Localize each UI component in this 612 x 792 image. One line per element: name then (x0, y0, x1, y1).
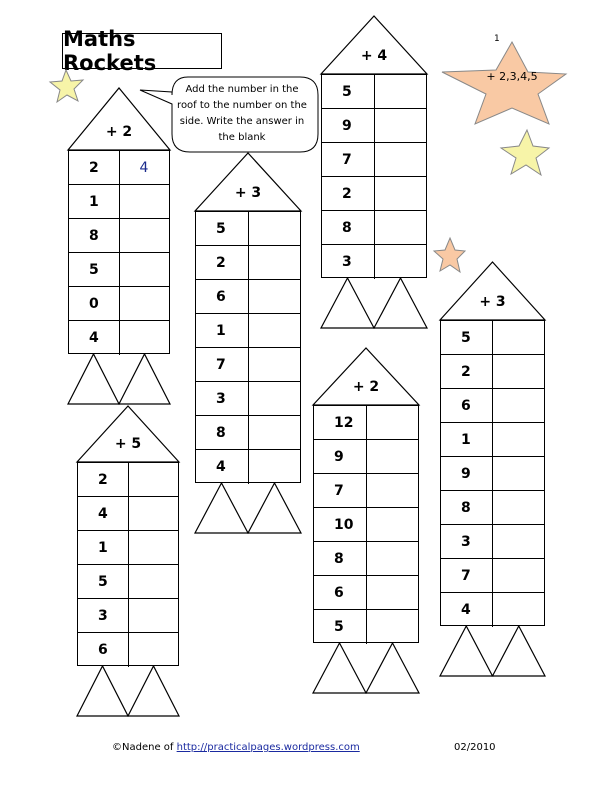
side-number: 9 (322, 109, 375, 142)
side-number: 5 (69, 253, 120, 286)
side-number: 8 (322, 211, 375, 244)
side-number: 5 (322, 75, 375, 108)
rocket (195, 153, 301, 533)
page-number: 1 (494, 34, 500, 44)
answer-blank[interactable] (375, 211, 427, 244)
footer-credit (112, 742, 360, 753)
rocket-row (441, 355, 544, 389)
side-number: 3 (322, 245, 375, 279)
side-number: 4 (69, 321, 120, 355)
rocket-roof-label: + 4 (360, 48, 388, 64)
answer-blank[interactable] (249, 314, 301, 347)
answer-blank[interactable] (367, 440, 419, 473)
rocket-roof (313, 348, 419, 405)
side-number: 5 (441, 321, 493, 354)
answer-blank[interactable] (375, 245, 427, 279)
rocket-grid (195, 211, 301, 483)
side-number: 2 (69, 151, 120, 184)
rocket-row (69, 287, 169, 321)
rocket-fin-right (493, 626, 546, 676)
rocket-row (69, 185, 169, 219)
rocket-roof-label: + 2 (105, 124, 133, 140)
rocket-row (441, 423, 544, 457)
rocket-fin-left (195, 483, 248, 533)
rocket-roof (68, 88, 170, 150)
side-number: 3 (78, 599, 129, 632)
answer-blank[interactable] (493, 559, 544, 592)
rocket (313, 348, 419, 693)
side-number: 4 (196, 450, 249, 484)
rocket-row (314, 610, 418, 644)
website-link[interactable]: http://practicalpages.wordpress.com (176, 742, 360, 753)
rocket-row (441, 491, 544, 525)
side-number: 1 (441, 423, 493, 456)
credit-text: ©Nadene of (112, 742, 174, 753)
answer-blank[interactable] (129, 633, 179, 667)
rocket-roof-label: + 3 (234, 185, 262, 201)
side-number: 7 (196, 348, 249, 381)
rocket-row (78, 497, 178, 531)
rocket-row (69, 219, 169, 253)
rocket-fin-left (68, 354, 119, 404)
rocket-row (314, 542, 418, 576)
rocket (440, 262, 545, 676)
answer-blank[interactable] (493, 593, 544, 627)
rocket-row (196, 246, 300, 280)
rocket-row (69, 321, 169, 355)
side-number: 4 (78, 497, 129, 530)
answer-blank[interactable] (493, 389, 544, 422)
side-number: 6 (314, 576, 367, 609)
answer-blank[interactable] (249, 450, 301, 484)
rocket (68, 88, 170, 404)
side-number: 2 (441, 355, 493, 388)
rocket-row (322, 75, 426, 109)
rocket-grid (313, 405, 419, 643)
answer-blank[interactable] (249, 280, 301, 313)
side-number: 1 (69, 185, 120, 218)
answer-blank[interactable] (367, 406, 419, 439)
answer-blank[interactable] (120, 321, 170, 355)
rocket-fin-right (119, 354, 170, 404)
answer-blank[interactable] (129, 565, 179, 598)
answer-blank[interactable] (375, 143, 427, 176)
rocket (77, 406, 179, 716)
answer-blank[interactable] (120, 253, 170, 286)
rocket-row (322, 211, 426, 245)
side-number: 3 (196, 382, 249, 415)
instructions-text: Add the number in the roof to the number on the side. Write the answer in the blank (177, 84, 307, 143)
footer-date: 02/2010 (454, 742, 496, 753)
side-number: 8 (196, 416, 249, 449)
rocket-fin-right (374, 278, 427, 328)
rocket-roof (321, 16, 427, 74)
rocket-fin-left (313, 643, 366, 693)
rocket-fin-left (77, 666, 128, 716)
side-number: 8 (314, 542, 367, 575)
side-number: 4 (441, 593, 493, 627)
side-number: 5 (314, 610, 367, 644)
answer-blank[interactable] (249, 382, 301, 415)
rocket-row (196, 212, 300, 246)
side-number: 8 (69, 219, 120, 252)
rocket-row (322, 143, 426, 177)
side-number: 9 (441, 457, 493, 490)
answer-blank[interactable] (493, 491, 544, 524)
rocket-fin-right (366, 643, 419, 693)
side-number: 2 (78, 463, 129, 496)
side-number: 8 (441, 491, 493, 524)
side-number: 10 (314, 508, 367, 541)
rocket-fin-right (128, 666, 179, 716)
answer-blank[interactable] (120, 287, 170, 320)
answer-blank[interactable] (375, 177, 427, 210)
rocket-row (196, 416, 300, 450)
rocket-row (314, 576, 418, 610)
side-number: 0 (69, 287, 120, 320)
rocket-fin-left (440, 626, 493, 676)
rocket-row (69, 151, 169, 185)
rocket-row (314, 474, 418, 508)
answer-blank[interactable] (493, 525, 544, 558)
answer-blank[interactable] (249, 348, 301, 381)
rocket-row (322, 109, 426, 143)
answer-blank[interactable] (367, 610, 419, 644)
side-number: 5 (196, 212, 249, 245)
rocket-row (78, 463, 178, 497)
rocket-row (196, 382, 300, 416)
answer-blank[interactable] (129, 497, 179, 530)
rocket-grid (68, 150, 170, 354)
side-number: 9 (314, 440, 367, 473)
side-number: 2 (322, 177, 375, 210)
rocket-grid (440, 320, 545, 626)
answer-blank[interactable] (493, 355, 544, 388)
rocket-roof-label: + 2 (352, 379, 380, 395)
answer-blank[interactable] (129, 463, 179, 496)
rocket-roof (77, 406, 179, 462)
rocket-row (78, 531, 178, 565)
rocket-row (441, 321, 544, 355)
rocket-row (78, 599, 178, 633)
side-number: 7 (322, 143, 375, 176)
rocket-row (69, 253, 169, 287)
rocket-roof-label: + 5 (114, 436, 142, 452)
rocket-row (196, 348, 300, 382)
answer-blank[interactable] (367, 508, 419, 541)
rocket-row (441, 389, 544, 423)
rocket-row (322, 177, 426, 211)
answer-blank[interactable] (493, 457, 544, 490)
answer-blank[interactable] (375, 109, 427, 142)
side-number: 3 (441, 525, 493, 558)
rocket-row (314, 440, 418, 474)
answer-blank[interactable] (120, 185, 170, 218)
rocket-roof (440, 262, 545, 320)
rocket-row (441, 593, 544, 627)
side-number: 6 (441, 389, 493, 422)
answer-blank[interactable] (249, 212, 301, 245)
rocket-fin-right (248, 483, 301, 533)
side-number: 2 (196, 246, 249, 279)
side-number: 12 (314, 406, 367, 439)
rocket-roof-label: + 3 (479, 294, 506, 310)
rocket-row (196, 450, 300, 484)
rocket-grid (77, 462, 179, 666)
worksheet-title: Maths Rockets (62, 33, 222, 69)
rocket-row (78, 633, 178, 667)
side-number: 1 (196, 314, 249, 347)
side-number: 5 (78, 565, 129, 598)
side-number: 7 (314, 474, 367, 507)
answer-blank[interactable] (129, 599, 179, 632)
answer-blank[interactable] (367, 474, 419, 507)
star-label: + 2,3,4,5 (486, 70, 538, 83)
rocket-row (314, 406, 418, 440)
answer-blank[interactable] (129, 531, 179, 564)
rocket-grid (321, 74, 427, 278)
side-number: 6 (196, 280, 249, 313)
answer-blank[interactable] (493, 321, 544, 354)
rocket (321, 16, 427, 328)
answer-blank[interactable] (493, 423, 544, 456)
rocket-row (196, 280, 300, 314)
rocket-row (441, 559, 544, 593)
answer-blank[interactable] (367, 576, 419, 609)
side-number: 7 (441, 559, 493, 592)
rocket-row (78, 565, 178, 599)
rocket-row (441, 525, 544, 559)
answer-blank[interactable] (249, 246, 301, 279)
rocket-row (441, 457, 544, 491)
answer-blank[interactable] (120, 219, 170, 252)
side-number: 6 (78, 633, 129, 667)
answer-blank[interactable] (375, 75, 427, 108)
rocket-fin-left (321, 278, 374, 328)
rocket-row (196, 314, 300, 348)
side-number: 1 (78, 531, 129, 564)
rocket-row (322, 245, 426, 279)
answer-blank[interactable] (367, 542, 419, 575)
answer-blank[interactable]: 4 (139, 159, 149, 176)
answer-blank[interactable] (249, 416, 301, 449)
rocket-row (314, 508, 418, 542)
rocket-roof (195, 153, 301, 211)
